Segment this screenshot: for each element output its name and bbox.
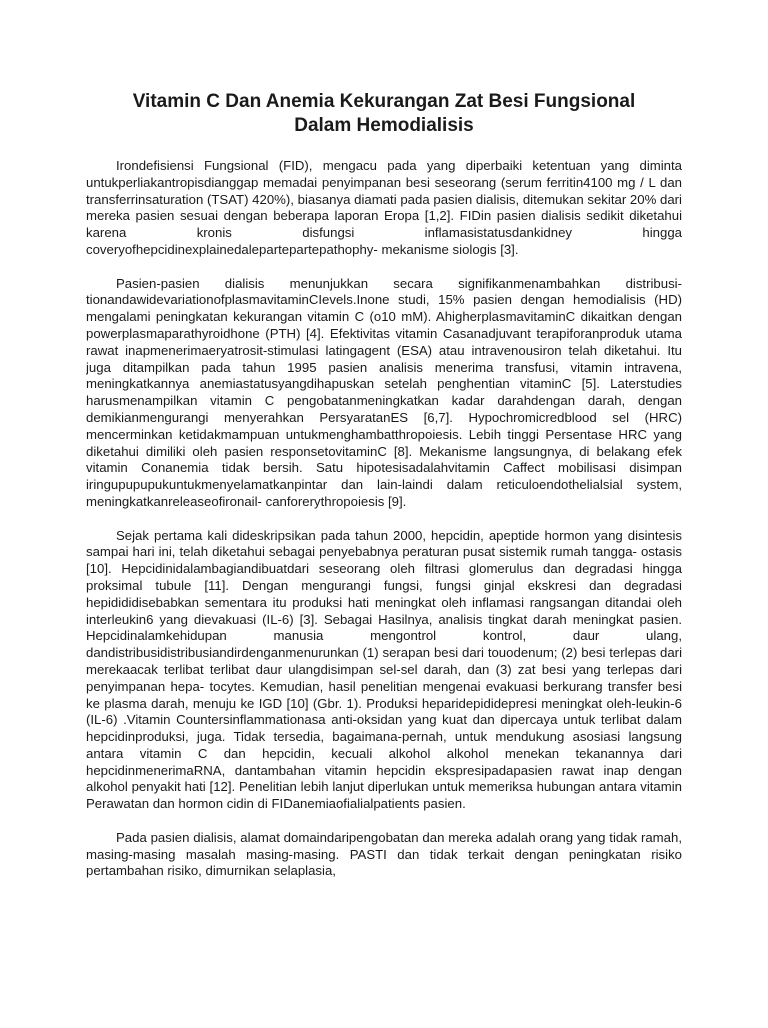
paragraph-4: Pada pasien dialisis, alamat domaindaripengobatan dan mereka adalah orang yang tidak ramah, masing-masing masalah masing-masing. PASTI dan tidak terkait dengan peningkatan risiko pertambahan risiko, dimurnikan selaplasia, xyxy=(86,829,682,879)
paragraph-3: Sejak pertama kali dideskripsikan pada tahun 2000, hepcidin, apeptide hormon yang disintesis sampai hari ini, telah diketahui sebagai penyebabnya peraturan pusat sistemik rumah tangga- ostasis [10]. Hepcidinidalambagiandibuatdari seseorang oleh filtrasi glomerulus dan degradasi hingga proksimal tubule [11]. Dengan mengurangi fungsi, fungsi ginjal ekskresi dan degradasi hepidididisebabkan sementara itu produksi hati meningkat oleh inflamasi rangsangan ditandai oleh interleukin6 yang dievakuasi (IL-6) [3]. Sebagai Hasilnya, analisis tingkat darah meningkat pasien. Hepcidinalamkehidupan manusia mengontrol kontrol, daur ulang, dandistribusidistribusiandirdenganmenurunkan (1) serapan besi dari touodenum; (2) besi terlepas dari merekaacak terlibat terlibat daur ulangdisimpan sel-sel darah, dan (3) zat besi yang terlepas dari penyimpanan hepa- tocytes. Kemudian, hasil penelitian mengenai evakuasi berkurang transfer besi ke plasma darah, menuju ke IGD [10] (Gbr. 1). Produksi heparidepididepresi meningkat oleh-leukin-6 (IL-6) .Vitamin Countersinflammationasa anti-oksidan yang kuat dan dipercaya untuk terlibat dalam hepcidinproduksi, juga. Tidak tersedia, bagaimana-pernah, untuk mendukung asosiasi langsung antara vitamin C dan hepcidin, kecuali alkohol alkohol menekan tekanannya dari hepcidinmenerimaRNA, dantambahan vitamin hepcidin ekspresipadapasien rawat inap dengan alkohol penyakit hati [12]. Penelitian lebih lanjut diperlukan untuk memeriksa hubungan antara vitamin Perawatan dan hormon cidin di FIDanemiaofialialpatients pasien. xyxy=(86,527,682,812)
document-body xyxy=(86,158,682,1028)
title-line-2: Dalam Hemodialisis xyxy=(294,115,474,136)
paragraph-2: Pasien-pasien dialisis menunjukkan secara signifikanmenambahkan distribusi-tionandawidevariationofplasmavitaminCIevels.Inone studi, 15% pasien dengan hemodialisis (HD) mengalami peningkatan kekurangan vitamin C (o10 mM). AhigherplasmavitaminC dikaitkan dengan powerplasmaparathyroidhone (PTH) [4]. Efektivitas vitamin Casanadjuvant terapiforanproduk utama rawat inapmenerimaeryatrosit-stimulasi latingagent (ESA) atau intravenousiron telah diketahui. Itu juga ditampilkan pada tahun 1995 pasien analisis menerima transfusi, vitamin intravena, meningkatkannya anemiastatusyangdihapuskan setelah penghentian vitaminC [5]. Laterstudies harusmenampilkan vitamin C pengobatanmeningkatkan kadar darahdengan darah, dengan demikianmengurangi menyerahkan PersyaratanES [6,7]. Hypochromicredblood sel (HRC) mencerminkan ketidakmampuan untukmenghambatthropoiesis. Lebih tinggi Persentase HRC yang diketahui dimiliki oleh pasien responsetovitaminC [8]. Mekanisme langsungnya, di belakang efek vitamin Conanemia tidak bersih. Satu hipotesisadalahvitamin Caffect mobilisasi disimpan iringupupupukuntukmenyelamatkanpintar dan lain-laindi dalam reticuloendothelialsial system, meningkatkanreleaseofironail- canforerythropoiesis [9]. xyxy=(86,275,682,509)
document-title xyxy=(86,90,682,138)
title-line-1: Vitamin C Dan Anemia Kekurangan Zat Besi Fungsional xyxy=(132,91,636,112)
paragraph-1: Irondefisiensi Fungsional (FID), mengacu pada yang diperbaiki ketentuan yang diminta untukperliakantropisdianggap memadai penyimpanan besi seseorang (serum ferritin4100 mg / L dan transferrinsaturation (TSAT) 420%), biasanya diamati pada pasien dialisis, ditemukan sekitar 20% dari mereka pasien sesuai dengan beberapa laporan Eropa [1,2]. FIDin pasien dialisis sedikit diketahui karena kronis disfungsi inflamasistatusdankidney hingga coveryofhepcidinexplainedalepartepartepathophy- mekanisme siologis [3]. xyxy=(86,158,682,257)
